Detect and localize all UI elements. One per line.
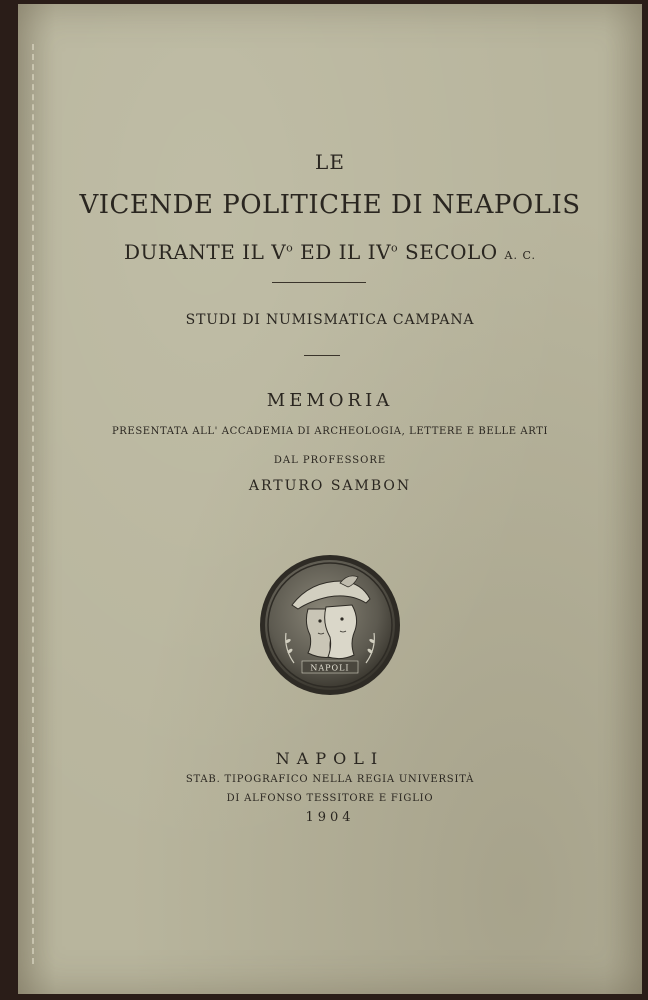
period-part-b: ED IL IV — [293, 240, 392, 264]
torn-binding-edge — [32, 44, 42, 964]
period-part-c: SECOLO — [398, 240, 505, 264]
subtitle: STUDI DI NUMISMATICA CAMPANA — [185, 312, 475, 328]
divider-rule-short — [304, 355, 340, 356]
imprint-city: NAPOLI — [275, 749, 385, 768]
coin-medallion-icon — [258, 553, 402, 697]
ordinal-sup-1: o — [286, 241, 294, 255]
author-name: ARTURO SAMBON — [248, 478, 412, 494]
book-cover-page — [18, 4, 642, 994]
imprint-printer: DI ALFONSO TESSITORE E FIGLIO — [226, 793, 434, 804]
title-article: LE — [315, 150, 345, 174]
period-part-a: DURANTE IL V — [123, 240, 287, 264]
imprint-press: STAB. TIPOGRAFICO NELLA REGIA UNIVERSITÀ — [185, 774, 475, 785]
medal-legend: NAPOLI — [310, 663, 350, 673]
by-professor-line: DAL PROFESSORE — [273, 455, 387, 466]
imprint-year: 1904 — [305, 810, 355, 825]
ordinal-sup-2: o — [391, 241, 399, 255]
presentation-line: PRESENTATA ALL' ACCADEMIA DI ARCHEOLOGIA, LETTERE E BELLE ARTI — [111, 426, 549, 437]
title-period — [18, 240, 642, 264]
main-title: VICENDE POLITICHE DI NEAPOLIS — [79, 190, 581, 220]
era-abbrev: A. C. — [504, 249, 537, 262]
divider-rule — [272, 282, 366, 283]
memoria-heading: MEMORIA — [266, 390, 394, 411]
